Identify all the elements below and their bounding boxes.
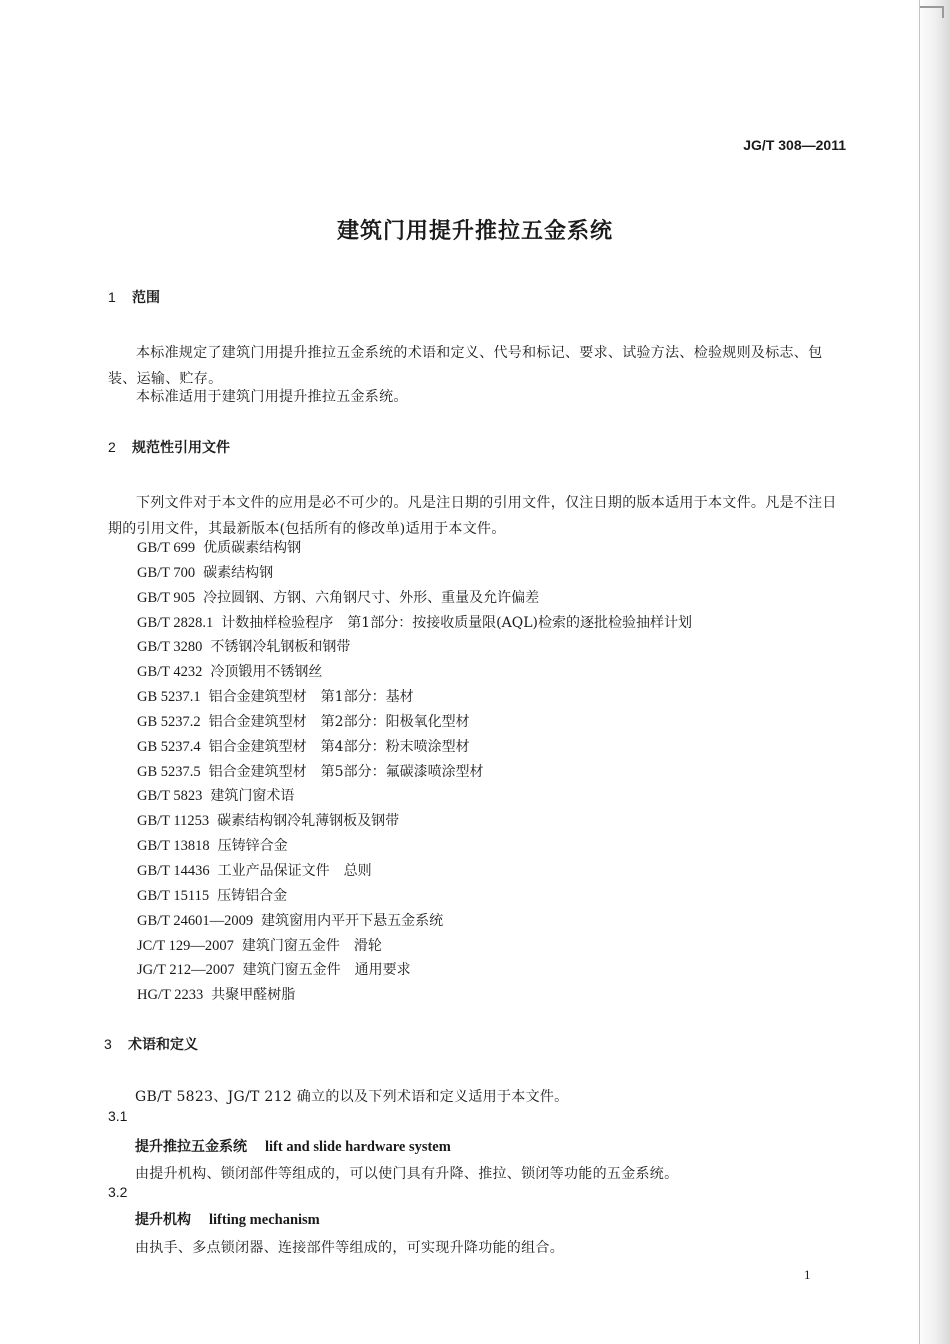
reference-title: 不锈钢冷轧钢板和钢带	[210, 639, 351, 656]
reference-item	[137, 983, 692, 1008]
reference-title: 铝合金建筑型材 第5部分：氟碳漆喷涂型材	[208, 763, 484, 780]
section-1-paragraph: 本标准适用于建筑门用提升推拉五金系统。	[136, 389, 408, 405]
reference-title: 优质碳素结构钢	[203, 540, 302, 556]
scan-edge-shadow	[916, 0, 950, 1344]
reference-title: 铝合金建筑型材 第4部分：粉末喷涂型材	[208, 738, 470, 755]
reference-code: GB/T 13818	[137, 838, 210, 855]
term-definition: 由执手、多点锁闭器、连接部件等组成的，可实现升降功能的组合。	[135, 1240, 564, 1256]
reference-code: GB/T 4232	[137, 664, 203, 681]
reference-item	[137, 710, 692, 735]
term-definition: 由提升机构、锁闭部件等组成的，可以使门具有升降、推拉、锁闭等功能的五金系统。	[135, 1166, 679, 1182]
reference-item	[137, 536, 692, 561]
reference-item	[137, 685, 692, 710]
reference-code: GB/T 11253	[137, 813, 210, 830]
reference-item	[137, 660, 692, 685]
term-heading	[135, 1209, 320, 1229]
section-number: 3	[104, 1036, 112, 1052]
reference-title: 建筑门窗五金件 通用要求	[242, 962, 411, 979]
reference-item	[137, 884, 692, 909]
reference-item	[137, 586, 692, 611]
section-1-paragraph: 本标准规定了建筑门用提升推拉五金系统的术语和定义、代号和标记、要求、试验方法、检验规则及标志、包装、运输、贮存。	[108, 345, 823, 387]
reference-item	[137, 760, 692, 785]
standard-code: JG/T 308—2011	[743, 137, 846, 153]
reference-title: 建筑窗用内平开下悬五金系统	[261, 912, 444, 929]
reference-code: GB/T 14436	[137, 862, 210, 879]
reference-item	[137, 934, 692, 959]
reference-item	[137, 958, 692, 983]
reference-code: GB 5237.2	[137, 713, 201, 730]
section-title: 术语和定义	[128, 1037, 198, 1053]
reference-title: 铝合金建筑型材 第1部分：基材	[208, 689, 414, 706]
reference-item	[137, 809, 692, 834]
reference-code: GB/T 700	[137, 564, 196, 581]
reference-title: 共聚甲醛树脂	[211, 987, 296, 1004]
reference-code: HG/T 2233	[137, 987, 204, 1004]
reference-code: GB/T 3280	[137, 639, 203, 656]
reference-title: 建筑门窗五金件 滑轮	[241, 937, 382, 954]
reference-code: GB 5237.4	[137, 738, 201, 755]
page-number: 1	[804, 1267, 811, 1282]
reference-code: GB/T 699	[137, 540, 196, 556]
reference-item	[137, 784, 692, 809]
reference-code: GB 5237.1	[137, 689, 201, 706]
reference-title: 冷拉圆钢、方钢、六角钢尺寸、外形、重量及允许偏差	[203, 589, 540, 606]
reference-code: GB/T 5823	[137, 788, 203, 805]
reference-code: GB/T 2828.1	[137, 614, 214, 631]
reference-item	[137, 859, 692, 884]
section-3-intro: GB/T 5823、JG/T 212 确立的以及下列术语和定义适用于本文件。	[135, 1089, 569, 1105]
reference-code: GB/T 905	[137, 589, 196, 606]
section-2-heading	[108, 437, 230, 457]
reference-title: 建筑门窗术语	[210, 788, 295, 805]
normative-references-list	[137, 536, 692, 1008]
term-english: lift and slide hardware system	[265, 1139, 451, 1155]
section-3-heading	[104, 1034, 198, 1054]
section-number: 2	[108, 439, 116, 455]
reference-item	[137, 561, 692, 586]
reference-item	[137, 611, 692, 636]
document-title: 建筑门用提升推拉五金系统	[336, 219, 613, 244]
reference-item	[137, 909, 692, 934]
term-chinese: 提升推拉五金系统	[135, 1139, 247, 1155]
section-2-intro: 下列文件对于本文件的应用是必不可少的。凡是注日期的引用文件，仅注日期的版本适用于本文件。凡是不注日期的引用文件，其最新版本(包括所有的修改单)适用于本文件。	[108, 495, 837, 537]
term-number: 3.2	[108, 1184, 128, 1200]
reference-title: 工业产品保证文件 总则	[217, 862, 372, 879]
reference-code: GB 5237.5	[137, 763, 201, 780]
reference-title: 计数抽样检验程序 第1部分：按接收质量限(AQL)检索的逐批检验抽样计划	[221, 614, 692, 631]
reference-code: GB/T 24601—2009	[137, 912, 254, 929]
reference-code: GB/T 15115	[137, 887, 210, 904]
section-title: 规范性引用文件	[132, 440, 230, 456]
reference-title: 铝合金建筑型材 第2部分：阳极氧化型材	[208, 713, 470, 730]
reference-item	[137, 635, 692, 660]
term-english: lifting mechanism	[209, 1212, 320, 1228]
reference-item	[137, 735, 692, 760]
term-heading	[135, 1136, 451, 1156]
term-chinese: 提升机构	[135, 1212, 191, 1228]
section-number: 1	[108, 289, 116, 305]
reference-title: 压铸锌合金	[217, 838, 288, 855]
scan-edge-line	[919, 0, 920, 1344]
reference-title: 冷顶锻用不锈钢丝	[210, 664, 323, 681]
reference-title: 碳素结构钢	[203, 564, 274, 581]
reference-item	[137, 834, 692, 859]
term-number: 3.1	[108, 1108, 128, 1124]
reference-title: 压铸铝合金	[217, 887, 288, 904]
reference-code: JG/T 212—2007	[137, 962, 235, 979]
reference-code: JC/T 129—2007	[137, 937, 234, 954]
section-title: 范围	[132, 290, 160, 306]
reference-title: 碳素结构钢冷轧薄钢板及钢带	[217, 813, 400, 830]
section-1-heading	[108, 287, 160, 307]
scan-corner-mark	[920, 6, 944, 18]
